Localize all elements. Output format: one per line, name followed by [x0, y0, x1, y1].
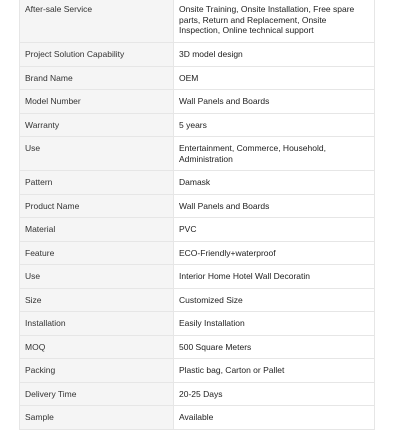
spec-row-installation	[20, 312, 375, 336]
spec-row-warranty	[20, 113, 375, 137]
spec-value: Customized Size	[174, 288, 375, 312]
spec-label: Sample	[20, 406, 174, 430]
spec-row-material	[20, 218, 375, 242]
spec-value: PVC	[174, 218, 375, 242]
spec-value: Damask	[174, 171, 375, 195]
spec-label: Warranty	[20, 113, 174, 137]
spec-label: MOQ	[20, 335, 174, 359]
spec-row-moq	[20, 335, 375, 359]
spec-value: OEM	[174, 66, 375, 90]
spec-row-size	[20, 288, 375, 312]
spec-row-use	[20, 137, 375, 171]
spec-label: Pattern	[20, 171, 174, 195]
spec-label: Product Name	[20, 194, 174, 218]
spec-row-use-interior	[20, 265, 375, 289]
spec-row-packing	[20, 359, 375, 383]
spec-row-product-name	[20, 194, 375, 218]
spec-row-pattern	[20, 171, 375, 195]
spec-value: Plastic bag, Carton or Pallet	[174, 359, 375, 383]
spec-label: Delivery Time	[20, 382, 174, 406]
spec-label: Packing	[20, 359, 174, 383]
spec-label: Brand Name	[20, 66, 174, 90]
spec-row-delivery-time	[20, 382, 375, 406]
spec-row-sample	[20, 406, 375, 430]
spec-label: Project Solution Capability	[20, 43, 174, 67]
spec-value: 3D model design	[174, 43, 375, 67]
spec-row-after-sale-service	[20, 0, 375, 43]
spec-value: Easily Installation	[174, 312, 375, 336]
spec-row-model-number	[20, 90, 375, 114]
spec-label: Use	[20, 265, 174, 289]
spec-value: Interior Home Hotel Wall Decoratin	[174, 265, 375, 289]
spec-label: After-sale Service	[20, 0, 174, 43]
product-specs-table	[19, 0, 375, 430]
spec-value: 5 years	[174, 113, 375, 137]
spec-value: Wall Panels and Boards	[174, 90, 375, 114]
spec-label: Size	[20, 288, 174, 312]
spec-value: ECO-Friendly+waterproof	[174, 241, 375, 265]
spec-value: Entertainment, Commerce, Household, Administration	[174, 137, 375, 171]
spec-label: Model Number	[20, 90, 174, 114]
spec-label: Installation	[20, 312, 174, 336]
spec-row-brand-name	[20, 66, 375, 90]
spec-row-feature	[20, 241, 375, 265]
spec-value: Available	[174, 406, 375, 430]
spec-value: Wall Panels and Boards	[174, 194, 375, 218]
spec-value: 20-25 Days	[174, 382, 375, 406]
spec-label: Feature	[20, 241, 174, 265]
spec-value: 500 Square Meters	[174, 335, 375, 359]
spec-label: Material	[20, 218, 174, 242]
spec-label: Use	[20, 137, 174, 171]
spec-value: Onsite Training, Onsite Installation, Free spare parts, Return and Replacement, Onsite Inspection, Online technical support	[174, 0, 375, 43]
spec-row-project-solution	[20, 43, 375, 67]
